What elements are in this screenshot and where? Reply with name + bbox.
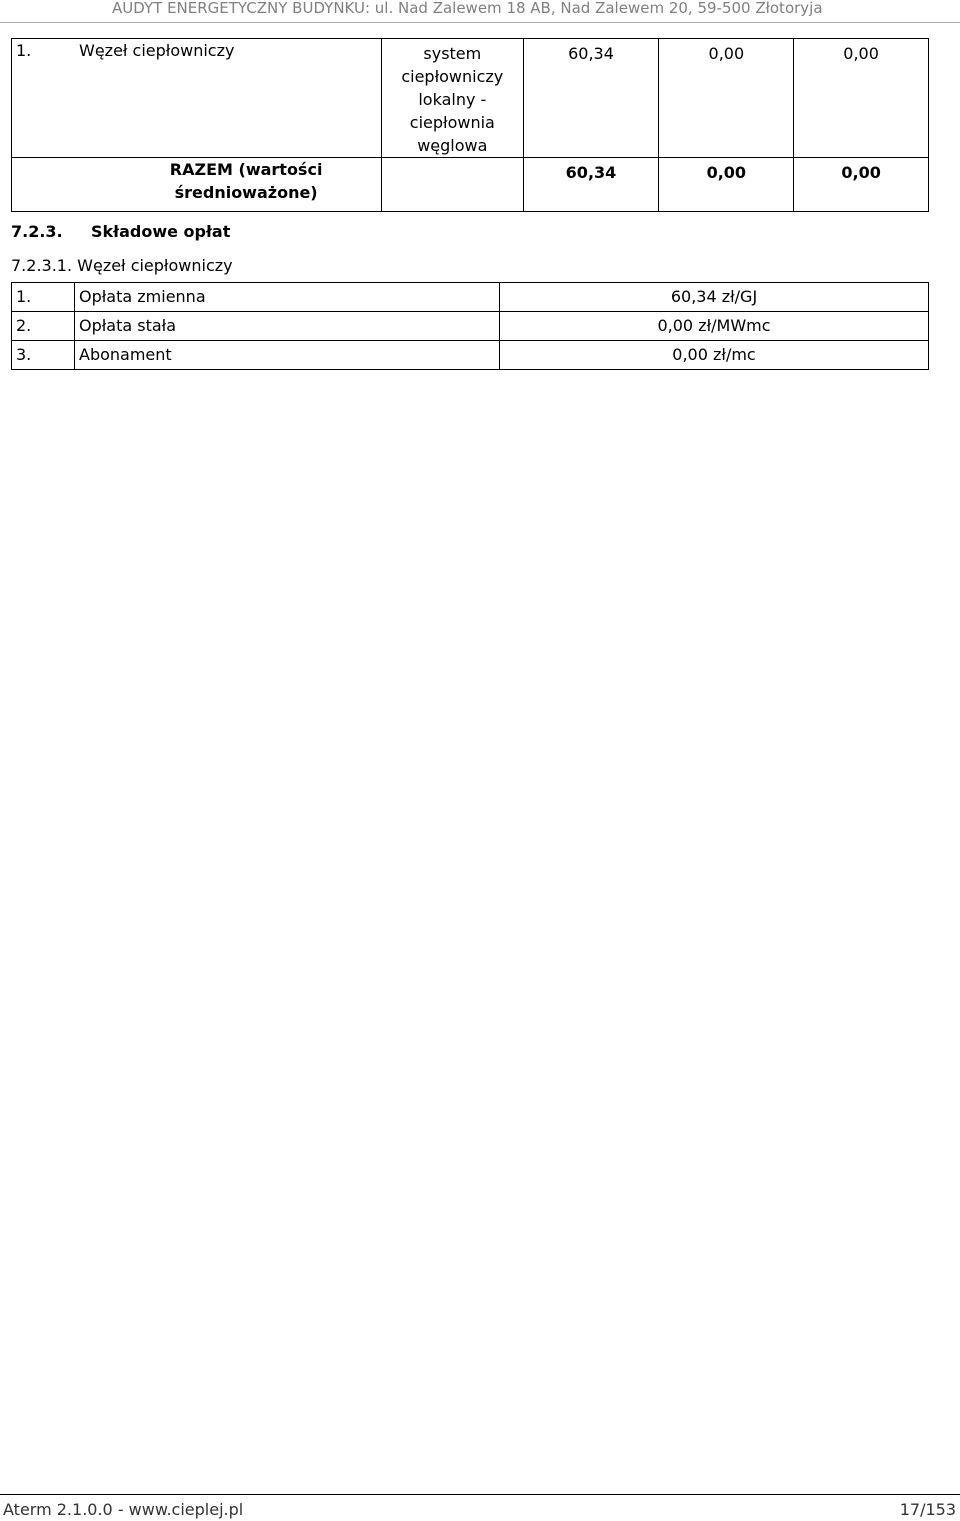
- system-cell: [382, 39, 523, 158]
- fee-components-table: [11, 282, 929, 370]
- page-header: AUDYT ENERGETYCZNY BUDYNKU: ul. Nad Zalewem 18 AB, Nad Zalewem 20, 59-500 Złotoryja: [112, 0, 823, 17]
- total-label-line: średnioważone): [174, 183, 318, 202]
- fee-name: Opłata zmienna: [75, 283, 500, 312]
- value-1-cell: 60,34: [523, 39, 659, 158]
- table-row: [12, 283, 929, 312]
- system-line: ciepłownia: [409, 113, 495, 132]
- section-number: 7.2.3.: [11, 222, 63, 241]
- node-name: Węzeł ciepłowniczy: [79, 41, 235, 60]
- value-2-cell: 0,00: [659, 39, 794, 158]
- fee-value: 0,00 zł/MWmc: [500, 312, 929, 341]
- total-value-1: 60,34: [523, 158, 659, 212]
- row-number: 1.: [16, 41, 32, 60]
- page-number: 17/153: [899, 1500, 956, 1519]
- row-number: 1.: [12, 283, 75, 312]
- section-title: Składowe opłat: [91, 222, 231, 241]
- total-label-line: RAZEM (wartości: [169, 160, 323, 179]
- section-heading: [11, 222, 230, 241]
- value-3-cell: 0,00: [794, 39, 929, 158]
- fee-value: 0,00 zł/mc: [500, 341, 929, 370]
- fee-name: Opłata stała: [75, 312, 500, 341]
- system-line: system: [423, 44, 482, 63]
- table-row: [12, 39, 929, 158]
- node-name-cell: [12, 39, 382, 158]
- total-label-cell: [12, 158, 382, 212]
- header-divider: [0, 22, 960, 23]
- system-line: lokalny -: [418, 90, 487, 109]
- table-row: [12, 341, 929, 370]
- fee-name: Abonament: [75, 341, 500, 370]
- total-value-2: 0,00: [659, 158, 794, 212]
- footer-software-label: Aterm 2.1.0.0 - www.cieplej.pl: [3, 1500, 244, 1519]
- total-value-3: 0,00: [794, 158, 929, 212]
- row-number: 3.: [12, 341, 75, 370]
- system-line: węglowa: [417, 136, 488, 155]
- empty-cell: [382, 158, 523, 212]
- footer-divider: [0, 1494, 960, 1495]
- fee-value: 60,34 zł/GJ: [500, 283, 929, 312]
- table-row: [12, 312, 929, 341]
- row-number: 2.: [12, 312, 75, 341]
- heat-cost-table: [11, 38, 929, 212]
- total-row: [12, 158, 929, 212]
- subsection-heading: 7.2.3.1. Węzeł ciepłowniczy: [11, 256, 233, 275]
- system-line: ciepłowniczy: [401, 67, 504, 86]
